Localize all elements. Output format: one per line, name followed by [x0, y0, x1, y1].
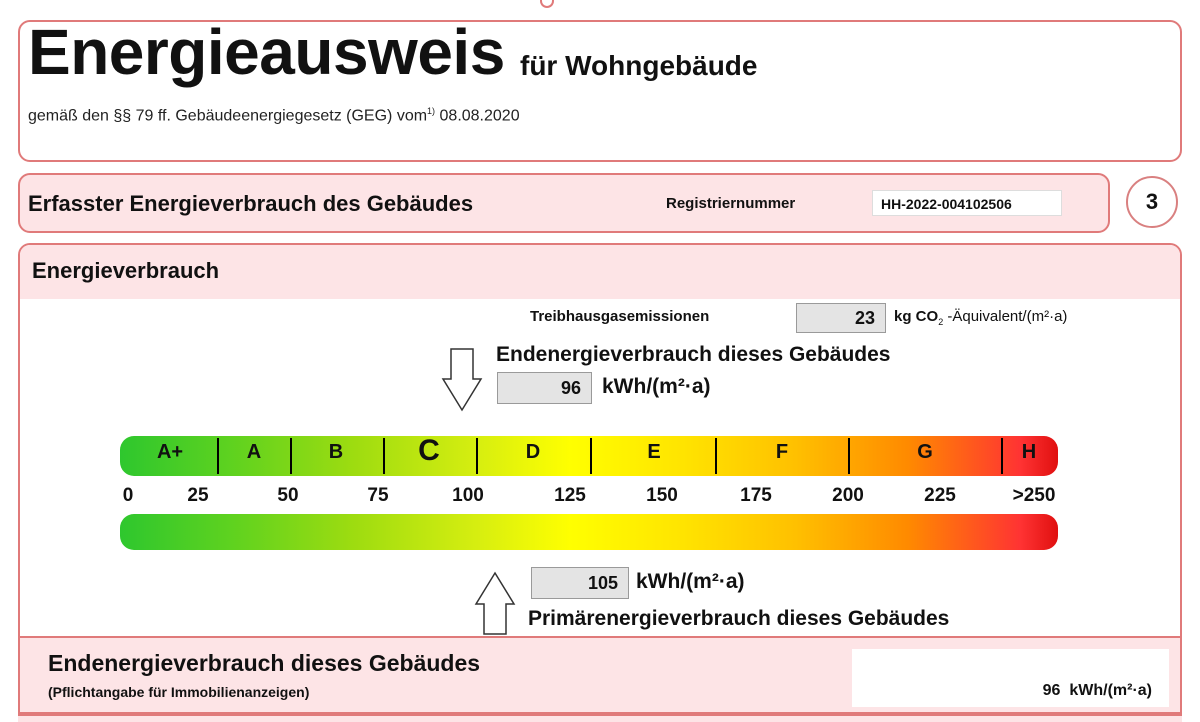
- scale-tick: 75: [367, 485, 389, 506]
- scale-tick: 50: [277, 485, 299, 506]
- class-separator: [383, 438, 385, 474]
- document-title: Energieausweis: [28, 16, 505, 88]
- class-label-d: D: [525, 441, 541, 463]
- legal-basis-date: 08.08.2020: [439, 107, 520, 125]
- end-energy-unit: kWh/(m²·a): [602, 375, 711, 398]
- scale-tick: 100: [452, 485, 484, 506]
- class-label-c: C: [418, 434, 440, 467]
- mandatory-info-subtitle: (Pflichtangabe für Immobilienanzeigen): [48, 684, 310, 700]
- class-separator: [1001, 438, 1003, 474]
- class-label-e: E: [647, 441, 661, 463]
- scale-tick: 175: [740, 485, 772, 506]
- scale-tick: >250: [1012, 485, 1056, 506]
- class-label-f: F: [775, 441, 789, 463]
- class-separator: [217, 438, 219, 474]
- top-binding-mark: [540, 0, 554, 8]
- emissions-label: Treibhausgasemissionen: [530, 308, 710, 325]
- class-separator: [476, 438, 478, 474]
- footnote-marker: 1): [427, 106, 436, 116]
- scale-tick: 150: [646, 485, 678, 506]
- class-separator: [290, 438, 292, 474]
- emissions-unit-co: kg CO: [894, 308, 939, 325]
- legal-basis-text: gemäß den §§ 79 ff. Gebäudeenergiegesetz (GEG) vom: [28, 107, 428, 125]
- legal-basis-line: [28, 106, 520, 125]
- scale-tick: 25: [187, 485, 209, 506]
- mandatory-value: 96 kWh/(m²·a): [1042, 682, 1152, 699]
- primary-energy-unit: kWh/(m²·a): [636, 570, 745, 593]
- scale-tick: 0: [122, 485, 134, 506]
- scale-tick: 225: [924, 485, 956, 506]
- section-title: Erfasster Energieverbrauch des Gebäudes: [28, 191, 474, 216]
- page-number-badge: 3: [1126, 176, 1178, 228]
- registration-number: HH-2022-004102506: [872, 190, 1062, 216]
- document-title-suffix: für Wohngebäude: [520, 50, 758, 81]
- end-energy-label: Endenergieverbrauch dieses Gebäudes: [496, 343, 891, 366]
- class-label-a: A: [246, 441, 262, 463]
- emissions-value: 23: [796, 303, 886, 333]
- end-energy-value: 96: [497, 372, 592, 404]
- class-label-h: H: [1021, 441, 1037, 463]
- emissions-unit-rest: -Äquivalent/(m²·a): [947, 308, 1068, 325]
- registration-label: Registriernummer: [666, 195, 796, 212]
- mandatory-info-title: Endenergieverbrauch dieses Gebäudes: [48, 650, 481, 676]
- emissions-unit: [894, 308, 1067, 327]
- class-separator: [848, 438, 850, 474]
- class-separator: [715, 438, 717, 474]
- class-label-g: G: [917, 441, 933, 463]
- primary-energy-value: 105: [531, 567, 629, 599]
- scale-tick: 125: [554, 485, 586, 506]
- primary-energy-arrow-icon: [473, 570, 517, 636]
- next-section-edge: [18, 714, 1182, 722]
- class-label-a-plus: A+: [156, 441, 184, 463]
- class-separator: [590, 438, 592, 474]
- end-energy-arrow-icon: [440, 347, 484, 413]
- scale-tick: 200: [832, 485, 864, 506]
- class-label-b: B: [328, 441, 344, 463]
- primary-energy-label: Primärenergieverbrauch dieses Gebäudes: [528, 607, 950, 630]
- energy-panel-title: Energieverbrauch: [32, 258, 220, 283]
- energy-gradient-bar: [120, 514, 1058, 550]
- emissions-unit-subscript: 2: [938, 317, 944, 327]
